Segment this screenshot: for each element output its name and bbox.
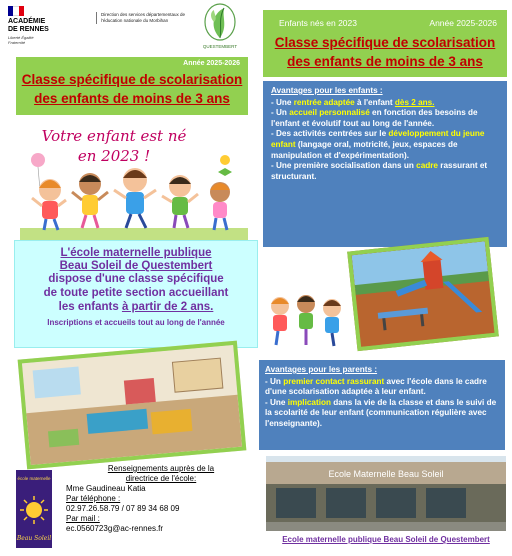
phone-number: 02.97.26.58.79 / 07 89 34 68 09 (66, 504, 180, 513)
registration-note: Inscriptions et accueils tout au long de l'année (47, 318, 225, 327)
contact-heading: Renseignements auprès de la (107, 464, 215, 473)
left-title-banner (16, 57, 248, 115)
advantages-children-box (263, 81, 507, 247)
advantages-heading: Avantages pour les parents : (265, 365, 378, 374)
building-caption: Ecole maternelle publique Beau Soleil de Questembert (282, 535, 490, 544)
academie-logo (8, 6, 94, 58)
svg-text:Beau Soleil: Beau Soleil (16, 535, 52, 542)
advantages-parents-box (259, 360, 505, 450)
advantages-heading: Avantages pour les enfants : (271, 86, 383, 95)
kids-illustration (20, 150, 248, 242)
advantage-item: - Une implication dans la vie de la classe et dans le suivi de la scolarité de leur enfant (communication régulière avec l'enseignante). (265, 397, 497, 428)
right-title-banner (263, 10, 507, 77)
banner-title-line1: Classe spécifique de scolarisation (274, 35, 496, 50)
academie-devise: Liberté Égalité Fraternité (8, 35, 34, 45)
beau-soleil-logo (16, 470, 52, 548)
questembert-logo (200, 2, 240, 52)
building-sign: Ecole Maternelle Beau Soleil (328, 469, 444, 479)
svg-text:QUESTEMBERT: QUESTEMBERT (202, 44, 238, 49)
birth-year-label: Enfants nés en 2023 (279, 18, 357, 28)
contact-info (66, 464, 256, 534)
advantage-item: - Une rentrée adaptée à l'enfant dès 2 ans. (271, 97, 435, 107)
banner-year: Année 2025-2026 (183, 60, 240, 67)
school-desc-line: les enfants à partir de 2 ans. (58, 301, 214, 313)
school-desc-line: dispose d'une classe spécifique (48, 273, 224, 285)
kids-group-illustration (266, 290, 346, 350)
dsden-label: Direction des services départementaux de l'éducation nationale du Morbihan (96, 12, 188, 24)
mail-label: Par mail : (66, 514, 100, 523)
banner-year: Année 2025-2026 (429, 18, 497, 28)
school-name-line2: Beau Soleil de Questembert (59, 260, 213, 272)
advantage-item: - Un premier contact rassurant avec l'école dans le cadre d'une scolarisation adaptée à leur enfant. (265, 376, 487, 397)
mail-address: ec.0560723g@ac-rennes.fr (66, 524, 164, 533)
advantage-item: - Un accueil personnalisé en fonction des besoins de l'enfant et évolutif tout au long de l'année. (271, 108, 478, 128)
contact-name: Mme Gaudineau Katia (66, 484, 146, 493)
phone-label: Par téléphone : (66, 494, 121, 503)
classroom-photo (18, 341, 247, 470)
banner-title-line1: Classe spécifique de scolarisation (21, 72, 243, 87)
banner-title-line2: des enfants de moins de 3 ans (287, 54, 483, 69)
contact-heading: directrice de l'école: (125, 474, 197, 483)
school-name-line1: L'école maternelle publique (60, 247, 212, 259)
svg-text:école maternelle: école maternelle (17, 476, 51, 481)
school-building-photo (266, 456, 506, 531)
flag-icon (8, 6, 24, 16)
school-desc-line: de toute petite section accueillant (43, 287, 229, 299)
academie-name: ACADÉMIE DE RENNES (8, 18, 49, 33)
banner-title-line2: des enfants de moins de 3 ans (34, 91, 230, 106)
playground-photo (347, 237, 499, 351)
script-headline: Votre enfant est né en 2023 ! (41, 127, 187, 165)
advantage-item: - Des activités centrées sur le développement du jeune enfant (langage oral, motricité, jeux, espaces de manipulation et d'expérimentation). (271, 129, 485, 160)
advantage-item: - Une première socialisation dans un cadre rassurant et structurant. (271, 161, 488, 181)
school-info-box (14, 240, 258, 348)
